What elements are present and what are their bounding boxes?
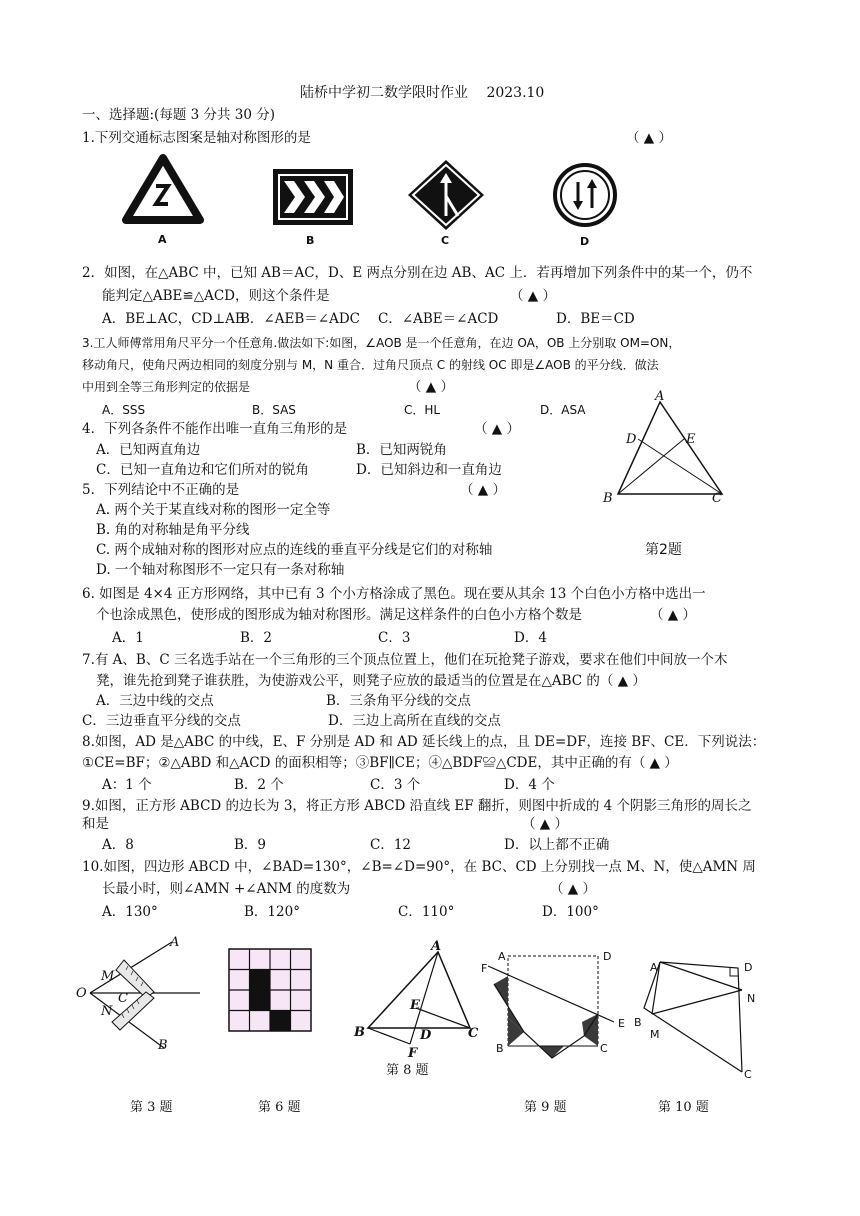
q6-option-a: A．1 — [112, 630, 144, 646]
q3-option-d: D．ASA — [540, 403, 586, 417]
q5-option-a: A. 两个关于某直线对称的图形一定全等 — [96, 502, 331, 518]
q5-stem: 5．下列结论中不正确的是 — [82, 482, 240, 498]
fig9-label-e: E — [618, 1017, 625, 1030]
fig6-caption: 第 6 题 — [258, 1100, 301, 1115]
q7-option-a: A．三边中线的交点 — [96, 693, 214, 709]
q9-line2: 和是 — [82, 816, 109, 832]
fig9-label-c: C — [600, 1042, 608, 1055]
fig3-label-b: B — [158, 1038, 168, 1053]
q3-line2: 移动角尺，使角尺两边相同的刻度分别与 M，N 重合．过角尺顶点 C 的射线 OC 即是∠AOB 的平分线．做法 — [82, 358, 659, 372]
q2-label-c: C — [712, 491, 722, 506]
fig10-caption: 第 10 题 — [658, 1100, 709, 1115]
sign-b-chevron-icon — [272, 168, 354, 226]
fig10-label-c: C — [744, 1068, 752, 1081]
q2-option-b: B．∠AEB＝∠ADC — [240, 311, 360, 327]
q2-line2: 能判定△ABE≌△ACD，则这个条件是 — [102, 288, 330, 304]
q10-answer: （ ▲ ） — [550, 881, 596, 897]
fig3-angle-square — [72, 930, 212, 1060]
q10-option-d: D．100° — [542, 904, 599, 920]
sign-c-label: C — [441, 234, 450, 247]
fig8-label-b: B — [354, 1025, 365, 1040]
q1-stem: 1.下列交通标志图案是轴对称图形的是 — [82, 130, 311, 146]
section-heading: 一、选择题:(每题 3 分共 30 分) — [82, 107, 276, 123]
q9-line1: 9.如图，正方形 ABCD 的边长为 3，将正方形 ABCD 沿直线 EF 翻折，则图中折成的 4 个阴影三角形的周长之 — [82, 798, 752, 814]
q2-answer: （ ▲ ） — [510, 288, 556, 304]
fig9-label-f: F — [481, 962, 488, 975]
sign-a-triangle-icon — [122, 154, 204, 234]
fig3-label-o: O — [76, 986, 87, 1001]
fig3-label-m: M — [101, 969, 115, 984]
q7-line1: 7.有 A、B、C 三名选手站在一个三角形的三个顶点位置上，他们在玩抢凳子游戏，要求在他们中间放一个木 — [82, 652, 728, 668]
q8-line1: 8.如图，AD 是△ABC 的中线，E、F 分别是 AD 和 AD 延长线上的点，且 DE=DF，连接 BF、CE．下列说法： — [82, 734, 766, 750]
q10-line2: 长最小时，则∠AMN +∠ANM 的度数为 — [102, 881, 351, 897]
q8-option-c: C．3 个 — [370, 777, 421, 793]
q5-option-c: C. 两个成轴对称的图形对应点的连线的垂直平分线是它们的对称轴 — [96, 542, 493, 558]
sign-d-label: D — [580, 235, 590, 248]
fig10-label-m: M — [650, 1028, 660, 1041]
q2-option-c: C．∠ABE＝∠ACD — [378, 311, 499, 327]
fig10-label-d: D — [744, 961, 753, 974]
q4-option-b: B．已知两锐角 — [356, 442, 447, 458]
q7-option-b: B．三条角平分线的交点 — [326, 693, 471, 709]
fig8-label-d: D — [420, 1028, 432, 1043]
q3-line3: 中用到全等三角形判定的依据是 — [82, 380, 251, 394]
q9-option-a: A．8 — [102, 837, 134, 853]
q6-line1: 6. 如图是 4×4 正方形网络，其中已有 3 个小方格涂成了黑色。现在要从其余 13 个白色小方格中选出一 — [82, 586, 706, 602]
q2-option-a: A．BE⊥AC，CD⊥AB — [102, 311, 245, 327]
q9-option-b: B．9 — [234, 837, 267, 853]
q2-option-d: D．BE＝CD — [556, 311, 635, 327]
fig10-label-n: N — [747, 992, 756, 1005]
q9-option-d: D．以上都不正确 — [504, 837, 610, 853]
q6-option-c: C．3 — [378, 630, 411, 646]
q3-line1: 3.工人师傅常用角尺平分一个任意角.做法如下:如图，∠AOB 是一个任意角，在边 OA，OB 上分别取 OM=ON， — [82, 336, 681, 350]
q2-label-b: B — [603, 491, 613, 506]
q8-line2: ①CE=BF；②△ABD 和△ACD 的面积相等；③BF∥CE；④△BDF≌△CDE，其中正确的有（ ▲ ） — [82, 755, 678, 771]
q4-stem: 4．下列各条件不能作出唯一直角三角形的是 — [82, 421, 348, 437]
fig8-caption: 第 8 题 — [386, 1063, 429, 1078]
q4-option-a: A．已知两直角边 — [96, 442, 201, 458]
fig3-label-n: N — [101, 1004, 113, 1019]
fig3-caption: 第 3 题 — [130, 1100, 173, 1115]
q3-option-c: C．HL — [404, 403, 441, 417]
q7-option-d: D．三边上高所在直线的交点 — [328, 713, 501, 729]
q9-answer: （ ▲ ） — [522, 816, 568, 832]
q5-option-b: B. 角的对称轴是角平分线 — [96, 522, 250, 538]
q6-option-b: B．2 — [240, 630, 273, 646]
q10-option-c: C．110° — [398, 904, 455, 920]
q10-line1: 10.如图，四边形 ABCD 中，∠BAD=130°，∠B=∠D=90°，在 BC、CD 上分别找一点 M、N，使△AMN 周 — [82, 859, 756, 875]
q2-label-a: A — [655, 389, 665, 404]
page-title: 陆桥中学初二数学限时作业 2023.10 — [300, 85, 545, 101]
sign-a-label: A — [158, 233, 167, 246]
q3-option-a: A．SSS — [102, 403, 146, 417]
q2-line1: 2．如图，在△ABC 中，已知 AB＝AC，D、E 两点分别在边 AB、AC 上．若再增加下列条件中的某一个，仍不 — [82, 265, 753, 281]
q3-option-b: B．SAS — [252, 403, 296, 417]
q4-option-d: D．已知斜边和一直角边 — [356, 462, 502, 478]
q2-label-d: D — [626, 432, 637, 447]
fig6-grid — [228, 948, 312, 1032]
fig8-label-f: F — [408, 1046, 418, 1061]
q7-option-c: C．三边垂直平分线的交点 — [82, 713, 241, 729]
fig9-caption: 第 9 题 — [524, 1100, 567, 1115]
q9-option-c: C．12 — [370, 837, 412, 853]
q4-answer: （ ▲ ） — [474, 421, 520, 437]
fig10-label-b: B — [634, 1016, 642, 1029]
q1-answer: （ ▲ ） — [626, 130, 672, 146]
fig10-label-a: A — [650, 961, 658, 974]
q10-option-b: B．120° — [244, 904, 300, 920]
fig3-label-a: A — [170, 935, 180, 950]
q8-option-d: D．4 个 — [504, 777, 555, 793]
q3-answer: （ ▲ ） — [408, 379, 454, 395]
q2-label-e: E — [686, 432, 696, 447]
fig8-label-a: A — [431, 939, 442, 954]
q2-figure-caption: 第2题 — [645, 542, 682, 558]
q4-option-c: C．已知一直角边和它们所对的锐角 — [96, 462, 309, 478]
fig3-label-c: C — [118, 991, 128, 1006]
q8-option-a: A：1 个 — [102, 777, 152, 793]
fig8-label-e: E — [410, 998, 420, 1013]
q8-option-b: B．2 个 — [234, 777, 284, 793]
fig9-label-a: A — [498, 950, 506, 963]
q5-answer: （ ▲ ） — [460, 482, 506, 498]
q10-option-a: A．130° — [102, 904, 158, 920]
fig9-label-d: D — [603, 950, 612, 963]
fig8-triangle-median — [352, 940, 492, 1070]
sign-b-label: B — [306, 234, 315, 247]
sign-d-two-way-icon — [552, 162, 618, 228]
q6-option-d: D．4 — [514, 630, 547, 646]
q7-line2: 凳，谁先抢到凳子谁获胜，为使游戏公平，则凳子应放的最适当的位置是在△ABC 的（ ▲ ） — [96, 673, 646, 689]
q5-option-d: D. 一个轴对称图形不一定只有一条对称轴 — [96, 562, 345, 578]
sign-c-merge-icon — [406, 158, 486, 232]
q6-line2: 个也涂成黑色，使形成的图形成为轴对称图形。满足这样条件的白色小方格个数是 — [96, 607, 582, 623]
q6-answer: （ ▲ ） — [650, 607, 696, 623]
fig9-label-b: B — [496, 1042, 504, 1055]
fig8-label-c: C — [468, 1026, 479, 1041]
